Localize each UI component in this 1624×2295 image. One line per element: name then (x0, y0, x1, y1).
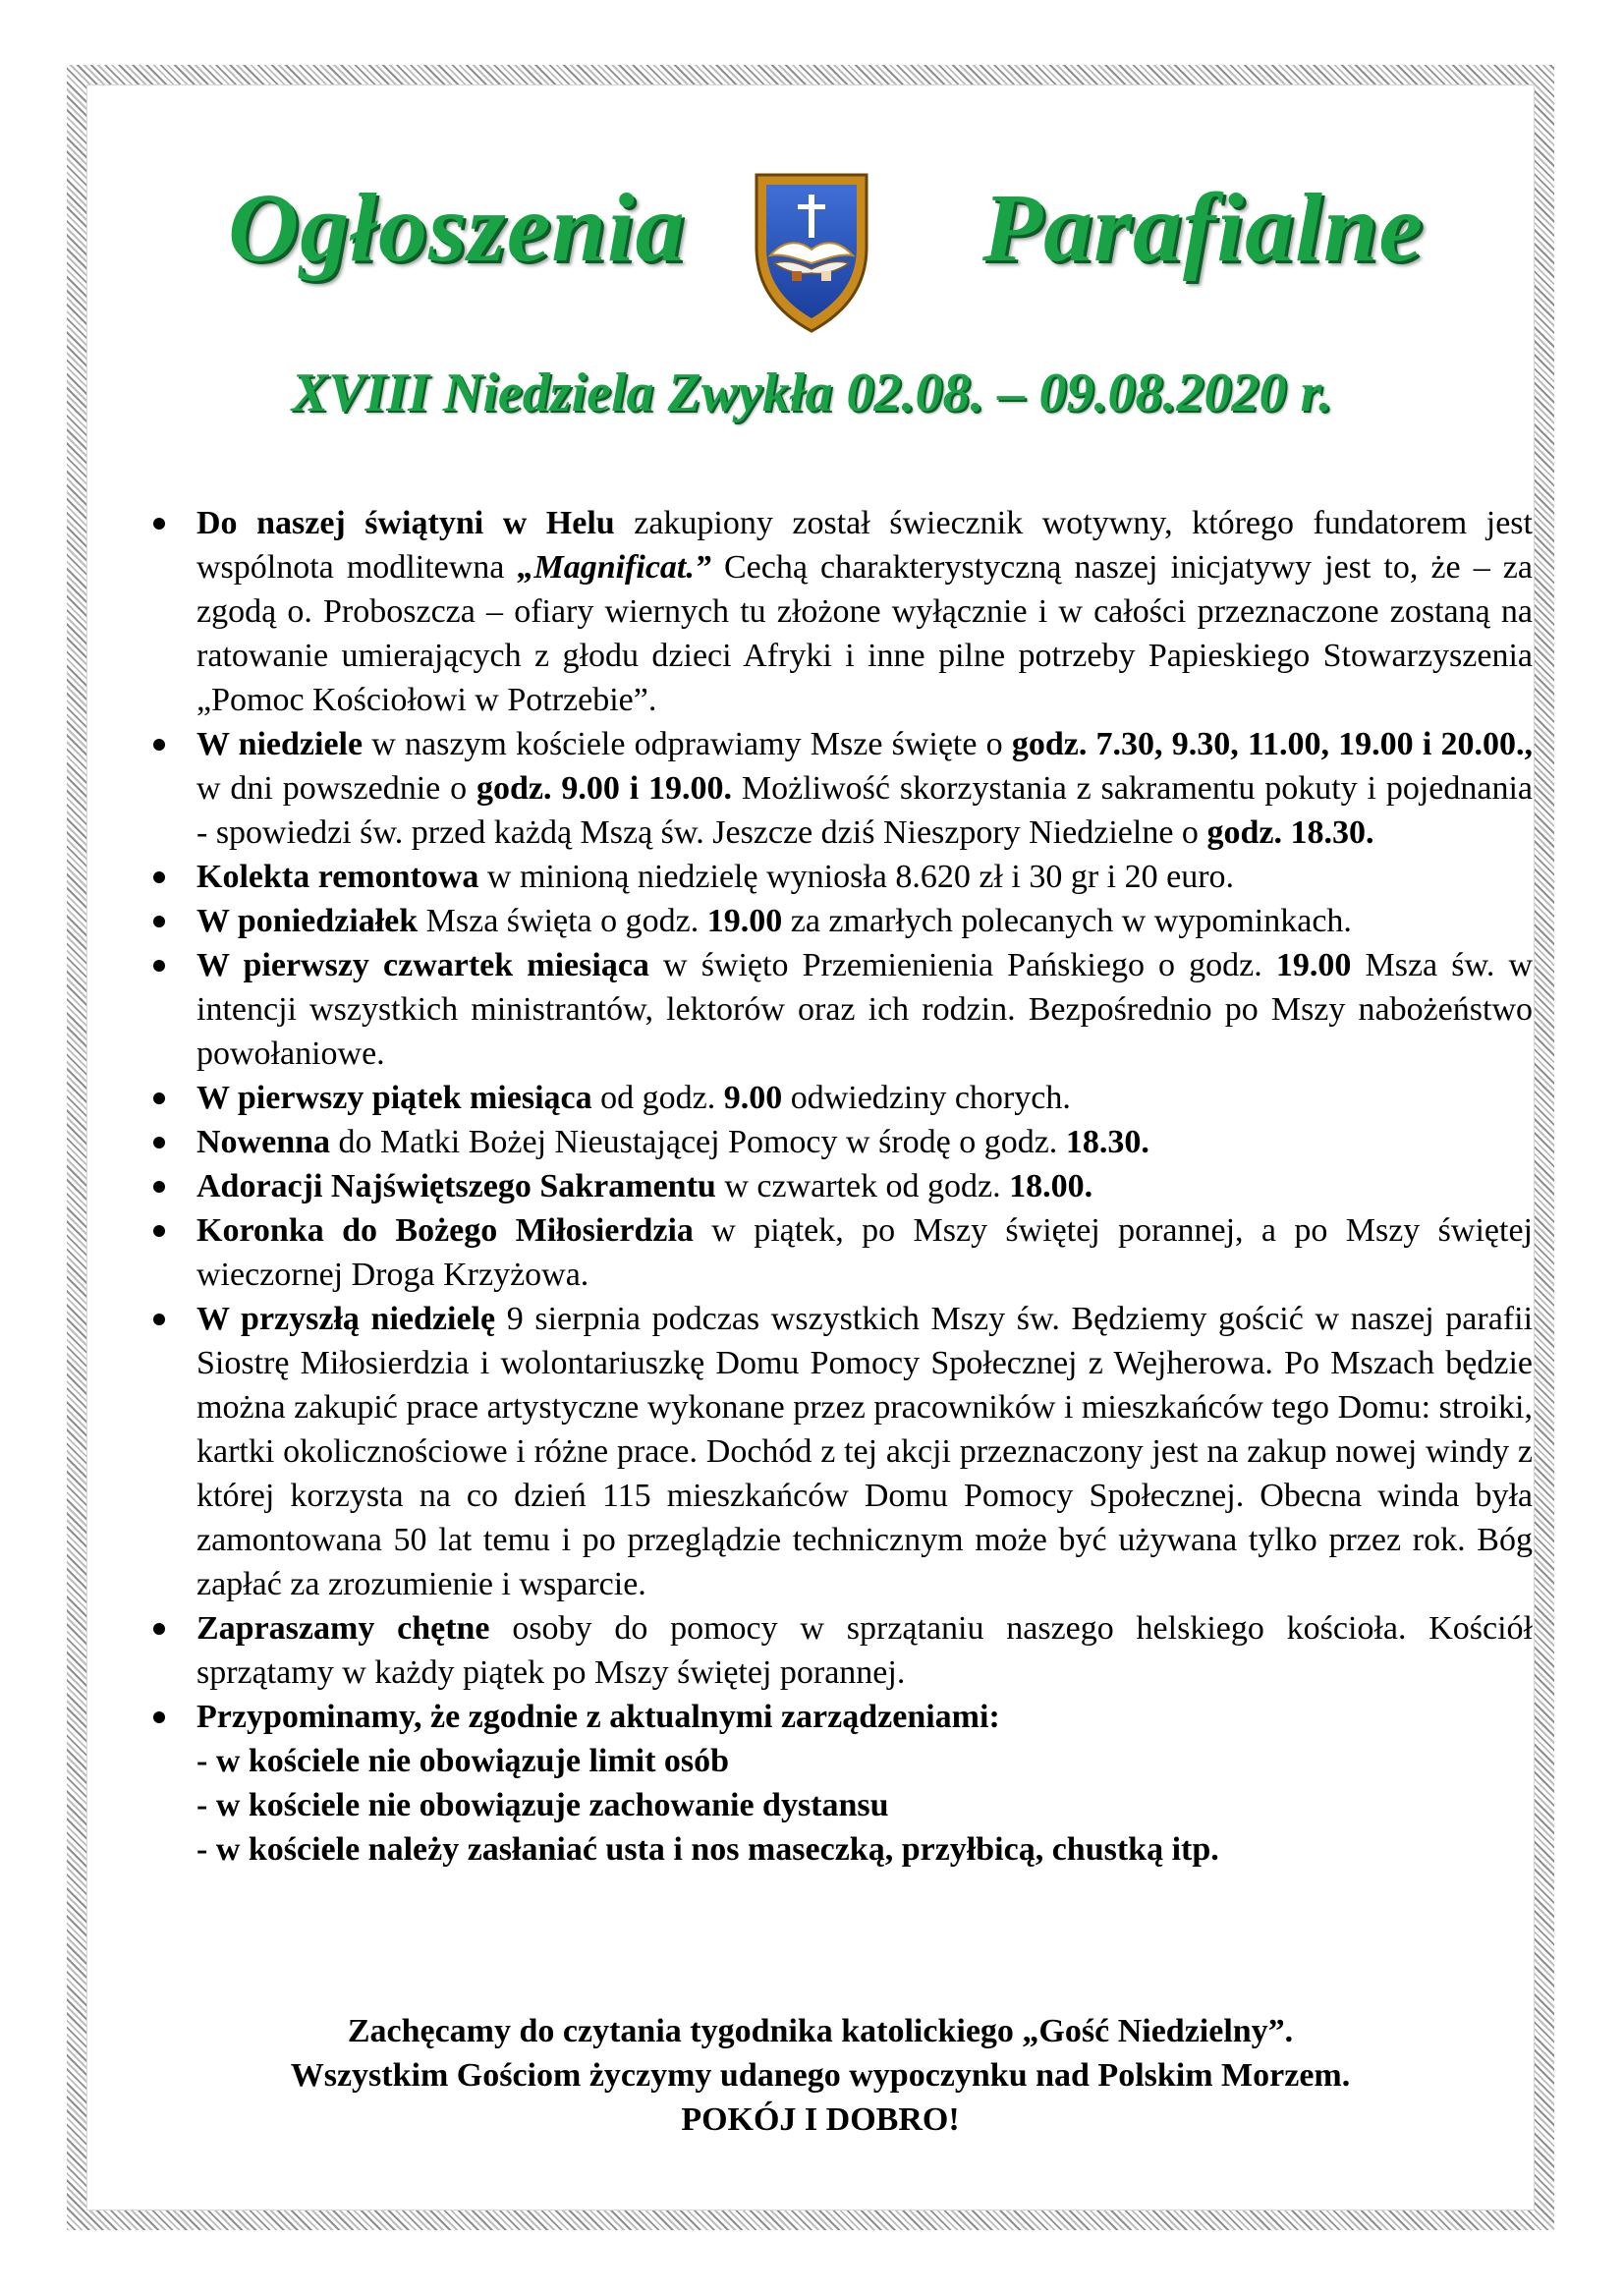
regulation-line: - w kościele nie obowiązuje limit osób (196, 1743, 730, 1779)
item-bold: 19.00 (706, 903, 783, 939)
closing-message (147, 2009, 1493, 2142)
item-bold: godz. 9.00 i 19.00. (476, 770, 733, 807)
item-bold: 18.00. (1009, 1168, 1093, 1204)
list-item (147, 899, 1533, 943)
item-lead: Zapraszamy chętne (196, 1610, 490, 1647)
closing-line: Zachęcamy do czytania tygodnika katolickiego „Gość Niedzielny”. (347, 2013, 1294, 2049)
item-text: w dni powszednie o (196, 770, 476, 807)
list-item (147, 1606, 1533, 1695)
item-text: od godz. (591, 1080, 724, 1116)
item-bold: godz. 7.30, 9.30, 11.00, 19.00 i 20.00., (1011, 726, 1533, 762)
item-text: osoby do pomocy w sprzątaniu naszego helskiego kościoła. Kościół sprzątamy w każdy piątek po Mszy świętej porannej. (196, 1610, 1533, 1691)
list-item (147, 1164, 1533, 1208)
page-title-right: Parafialne (982, 173, 1424, 282)
item-text: Możliwość skorzystania z sakramentu pokuty i pojednania - spowiedzi św. przed każdą Mszą św. Jeszcze dziś Nieszpory Niedzielne o (196, 770, 1533, 851)
item-bold: 19.00 (1275, 947, 1352, 983)
parish-crest-icon (749, 169, 874, 336)
regulation-line: - w kościele nie obowiązuje zachowanie dystansu (196, 1787, 889, 1823)
item-emphasis: „Magnificat.” (517, 549, 711, 586)
item-text: w piątek, po Mszy świętej porannej, a po Mszy świętej wieczornej Droga Krzyżowa. (196, 1212, 1533, 1293)
item-bold: 9.00 (723, 1080, 783, 1116)
item-lead: Adoracji Najświętszego Sakramentu (196, 1168, 716, 1204)
item-lead: Kolekta remontowa (196, 859, 479, 895)
item-text: w święto Przemienienia Pańskiego o godz. (648, 947, 1276, 983)
item-text: zakupiony został świecznik wotywny, którego fundatorem jest wspólnota modlitewna (196, 505, 1533, 586)
item-lead: Koronka do Bożego Miłosierdzia (196, 1212, 694, 1249)
list-item (147, 1076, 1533, 1120)
closing-blessing: POKÓJ I DOBRO! (681, 2101, 960, 2138)
item-lead: W poniedziałek (196, 903, 419, 939)
item-text: w minioną niedzielę wyniosła 8.620 zł i 30 gr i 20 euro. (478, 859, 1235, 895)
list-item (147, 1120, 1533, 1164)
item-text: w naszym kościele odprawiamy Msze święte o (363, 726, 1012, 762)
list-item (147, 501, 1533, 722)
item-text: odwiedziny chorych. (782, 1080, 1071, 1116)
regulation-line: - w kościele należy zasłaniać usta i nos maseczką, przyłbicą, chustką itp. (196, 1831, 1219, 1868)
item-bold: 18.30. (1065, 1124, 1149, 1160)
item-text: do Matki Bożej Nieustającej Pomocy w środę o godz. (330, 1124, 1066, 1160)
list-item (147, 943, 1533, 1076)
list-item (147, 1695, 1533, 1872)
item-text: w czwartek od godz. (715, 1168, 1010, 1204)
list-item (147, 1208, 1533, 1297)
item-lead: W przyszłą niedzielę (196, 1301, 496, 1337)
item-bold: godz. 18.30. (1206, 814, 1374, 851)
item-lead: Do naszej świątyni w Helu (196, 505, 615, 541)
page-header (0, 169, 1624, 346)
announcement-list (147, 501, 1533, 1872)
item-lead: W pierwszy piątek miesiąca (196, 1080, 592, 1116)
announcements (147, 501, 1533, 1872)
item-lead: Nowenna (196, 1124, 331, 1160)
item-lead: W pierwszy czwartek miesiąca (196, 947, 649, 983)
item-lead: W niedziele (196, 726, 364, 762)
item-text: Msza św. w intencji wszystkich ministrantów, lektorów oraz ich rodzin. Bezpośrednio po Mszy nabożeństwo powołaniowe. (196, 947, 1533, 1072)
item-lead: Przypominamy, że zgodnie z aktualnymi zarządzeniami: (196, 1699, 1000, 1735)
page-title-left: Ogłoszenia (228, 173, 686, 282)
item-text: Msza święta o godz. (418, 903, 707, 939)
item-text: 9 sierpnia podczas wszystkich Mszy św. Będziemy gościć w naszej parafii Siostrę Miłosierdzia i wolontariuszkę Domu Pomocy Społecznej z Wejherowa. Po Mszach będzie można zakupić prace artystyczne wykonane przez pracowników i mieszkańców tego Domu: stroiki, kartki okolicznościowe i różne prace. Dochód z tej akcji przeznaczony jest na zakup nowej windy z której korzysta na co dzień 115 mieszkańców Domu Pomocy Społecznej. Obecna winda była zamontowana 50 lat temu i po przeglądzie technicznym może być używana tylko przez rok. Bóg zapłać za zrozumienie i wsparcie. (196, 1301, 1534, 1602)
list-item (147, 722, 1533, 855)
list-item (147, 855, 1533, 899)
page-subtitle: XVIII Niedziela Zwykła 02.08. – 09.08.2020 r. (291, 363, 1333, 423)
closing-line: Wszystkim Gościom życzymy udanego wypoczynku nad Polskim Morzem. (290, 2057, 1351, 2094)
item-text: za zmarłych polecanych w wypominkach. (782, 903, 1352, 939)
list-item (147, 1297, 1533, 1606)
item-text: Cechą charakterystyczną naszej inicjatywy jest to, że – za zgodą o. Proboszcza – ofiary wiernych tu złożone wyłącznie i w całości przeznaczone zostaną na ratowanie umierających z głodu dzieci Afryki i inne pilne potrzeby Papieskiego Stowarzyszenia „Pomoc Kościołowi w Potrzebie”. (196, 549, 1533, 718)
